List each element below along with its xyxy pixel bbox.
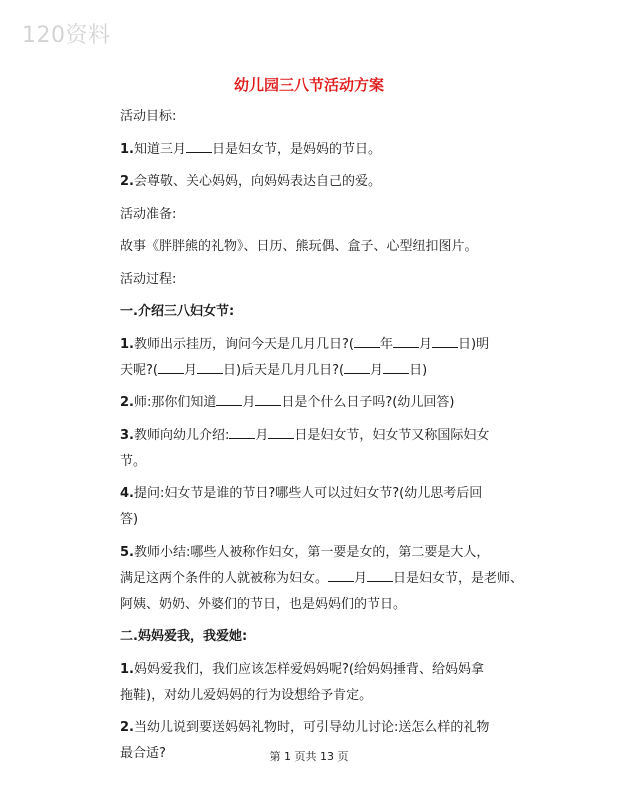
- fill-blank: [354, 333, 380, 348]
- section-1-item-2: 2.师:那你们知道 月 日是个什么日子吗?(幼儿回答): [120, 390, 530, 416]
- fill-blank: [268, 424, 294, 439]
- section-2-item-2: 2.当幼儿说到要送妈妈礼物时，可引导幼儿讨论:送怎么样的礼物 最合适?: [120, 720, 490, 761]
- process-heading: 活动过程:: [120, 271, 177, 287]
- fill-blank: [367, 567, 393, 582]
- page-footer: 第 1 页共 13 页: [269, 750, 349, 763]
- fill-blank: [229, 424, 255, 439]
- fill-blank: [186, 138, 212, 153]
- fill-blank: [216, 391, 242, 406]
- prep-text: 故事《胖胖熊的礼物》、日历、熊玩偶、盒子、心型纽扣图片。: [120, 239, 478, 254]
- watermark: 120资料: [22, 23, 111, 48]
- fill-blank: [158, 359, 184, 374]
- section-1-item-5: 5.教师小结:哪些人被称作妇女，第一要是女的，第二要是大人， 满足这两个条件的人就被称为妇女。 月 日是妇女节，是老师、 阿姨、奶奶、外婆们的节日，也是妈妈们的节日。: [120, 544, 524, 612]
- goal-heading: 活动目标:: [120, 109, 177, 124]
- section-1-item-1: 1.教师出示挂历，询问今天是几月几日?( 年 月 日)明 天呢?( 月 日)后天是几月几日?( 月 日): [120, 332, 530, 384]
- fill-blank: [344, 359, 370, 374]
- section-1-item-3: 3.教师向幼儿介绍: 月 日是妇女节，妇女节又称国际妇女 节。: [120, 423, 530, 475]
- prep-heading: 活动准备:: [120, 206, 177, 222]
- fill-blank: [197, 359, 223, 374]
- document-title: 幼儿园三八节活动方案: [233, 76, 384, 94]
- section-2-heading: 二.妈妈爱我，我爱她:: [120, 629, 248, 644]
- fill-blank: [255, 391, 281, 406]
- goal-item-2: 2.会尊敬、关心妈妈，向妈妈表达自己的爱。: [120, 174, 381, 189]
- section-1-item-4: 4.提问:妇女节是谁的节日?哪些人可以过妇女节?(幼儿思考后回 答): [120, 486, 483, 527]
- document-body: [120, 104, 530, 774]
- fill-blank: [393, 333, 419, 348]
- section-2-item-1: 1.妈妈爱我们，我们应该怎样爱妈妈呢?(给妈妈捶背、给妈妈拿 拖鞋)，对幼儿爱妈妈的行为设想给予肯定。: [120, 661, 484, 703]
- goal-item-1: 1.知道三月 日是妇女节，是妈妈的节日。: [120, 137, 530, 163]
- section-1-heading: 一.介绍三八妇女节:: [120, 304, 235, 319]
- fill-blank: [432, 333, 458, 348]
- fill-blank: [328, 567, 354, 582]
- fill-blank: [383, 359, 409, 374]
